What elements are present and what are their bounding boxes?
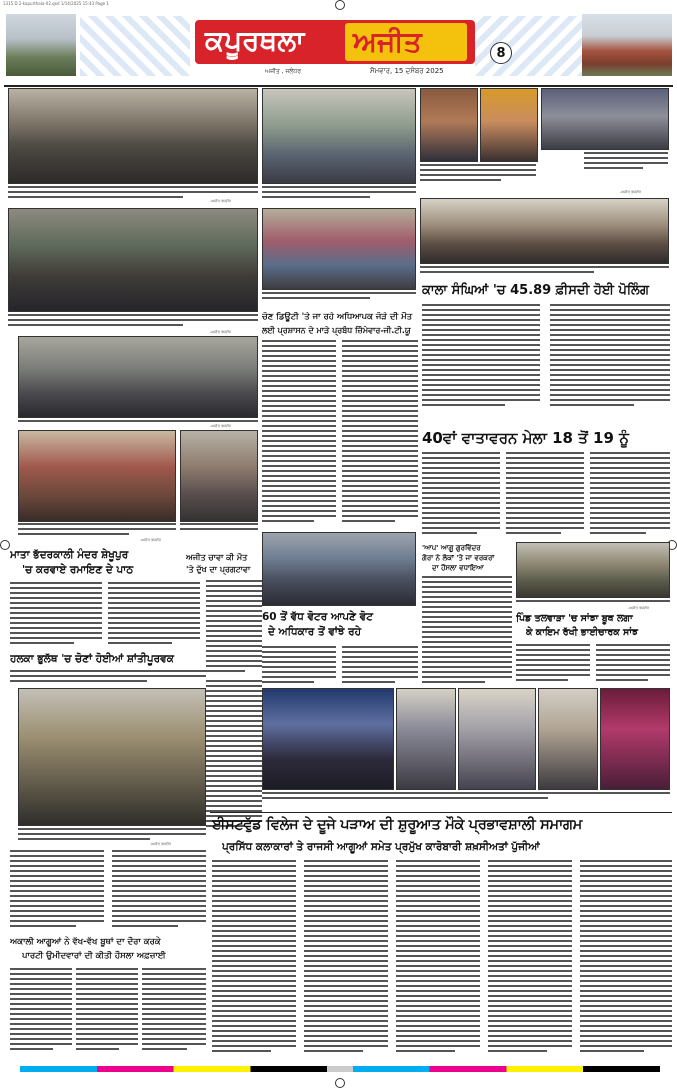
- article-left-bottom: [10, 850, 206, 934]
- photo-polling-booth: [420, 198, 669, 264]
- headline-aap-line3: ਦਾ ਹੌਸਲਾ ਵਧਾਇਆ: [432, 564, 484, 572]
- photo-mourning-gathering: [180, 430, 258, 522]
- article-akali: [10, 968, 206, 1058]
- headline-mata-line2: 'ਚ ਕਰਵਾਏ ਰਮਾਇਣ ਦੇ ਪਾਠ: [22, 564, 134, 576]
- photo-voter-man-1: [420, 88, 478, 162]
- caption-eastwood-photos: [262, 792, 670, 806]
- caption-voters-queue: [262, 186, 416, 204]
- photo-aap-activity: [516, 542, 670, 598]
- headline-vote-duty: ਚੋਣ ਡਿਊਟੀ 'ਤੇ ਜਾ ਰਹੇ ਅਧਿਆਪਕ ਜੋੜੇ ਦੀ ਮੌਤ: [262, 312, 413, 322]
- photo-credit-4: -ਅਜੀਤ ਤਸਵੀਰ: [210, 424, 231, 428]
- headline-voters-line2: ਦੇ ਅਧਿਕਾਰ ਤੋਂ ਵਾਂਝੇ ਰਹੇ: [268, 626, 362, 638]
- color-bar-bottom: [20, 1066, 660, 1072]
- headline-voters-line1: 60 ਤੋਂ ਵੱਧ ਵੋਟਰ ਆਪਣੇ ਵੋਟ: [262, 611, 373, 623]
- masthead-sub-left: ਅਜੀਤ , ਜਲੰਧਰ: [265, 68, 301, 75]
- caption-voter-man-3: [584, 152, 668, 192]
- article-vatavaran-mela: [422, 452, 670, 540]
- headline-akali-line1: ਅਕਾਲੀ ਆਗੂਆਂ ਨੇ ਵੱਖ-ਵੱਖ ਬੂਥਾਂ ਦਾ ਦੌਰਾ ਕਰਕੇ: [10, 937, 161, 947]
- masthead-pattern-left: [80, 16, 190, 76]
- photo-group-seated: [8, 208, 258, 312]
- article-voters: [262, 646, 418, 686]
- photo-credit-1: -ਅਜੀਤ ਤਸਵੀਰ: [210, 199, 231, 203]
- headline-eastwood-main: ਈਸਟਵੁੱਡ ਵਿਲੇਜ ਦੇ ਦੂਜੇ ਪੜਾਅ ਦੀ ਸ਼ੁਰੂਆਤ ਮੌਕੇ ਪ੍ਰਭਾਵਸ਼ਾਲੀ ਸਮਾਗਮ: [212, 817, 582, 833]
- masthead-photo-right: [582, 14, 672, 76]
- headline-ajit-line1: ਅਜੀਤ ਚਾਵਾ ਕੀ ਮੌਤ: [186, 553, 248, 562]
- photo-voter-man-3: [541, 88, 669, 150]
- masthead-title-left: ਕਪੂਰਥਲਾ: [205, 24, 305, 57]
- photo-credit-7: -ਅਜੀਤ ਤਸਵੀਰ: [628, 606, 649, 610]
- registration-mark-left: [0, 540, 10, 550]
- photo-eastwood-guests-1: [396, 688, 456, 790]
- photo-eastwood-stage: [262, 688, 394, 790]
- masthead: [0, 12, 677, 84]
- headline-ajit-line2: 'ਤੇ ਦੁੱਖ ਦਾ ਪ੍ਰਗਟਾਵਾ: [186, 565, 251, 574]
- photo-eastwood-singer: [600, 688, 670, 790]
- headline-mata-line1: ਮਾਤਾ ਭੱਦਰਕਾਲੀ ਮੰਦਰ ਸ਼ੇਖੂਪੁਰ: [10, 549, 129, 561]
- masthead-date: ਸੋਮਵਾਰ, 15 ਦਸੰਬਰ 2025: [370, 67, 444, 75]
- headline-pind-line1: ਪਿੰਡ ਤਲਵਾੜਾ 'ਚ ਸਾਂਝਾ ਬੂਥ ਲਗਾ: [516, 613, 633, 624]
- headline-vatavaran-mela: 40ਵਾਂ ਵਾਤਾਵਰਨ ਮੇਲਾ 18 ਤੋਂ 19 ਨੂੰ: [422, 429, 629, 447]
- photo-credit-3: -ਅਜੀਤ ਤਸਵੀਰ: [210, 330, 231, 334]
- photo-credit-6: -ਅਜੀਤ ਤਸਵੀਰ: [150, 842, 171, 846]
- headline-halka: ਹਲਕਾ ਭੁਲੱਥ 'ਚ ਚੋਣਾਂ ਹੋਈਆਂ ਸ਼ਾਂਤੀਪੂਰਵਕ: [10, 653, 174, 665]
- photo-police-officers: [18, 688, 206, 826]
- photo-women-voters: [262, 208, 416, 290]
- photo-credit-2: -ਅਜੀਤ ਤਸਵੀਰ: [620, 190, 641, 194]
- headline-aap-line2: ਗੋਰਾ ਨੇ ਲੋਕਾਂ 'ਤੇ ਜਾ ਵਰਕਰਾਂ: [422, 554, 495, 562]
- article-pind: [516, 644, 670, 684]
- photo-meeting-room: [18, 336, 258, 418]
- caption-polling-booth: [420, 266, 669, 278]
- slug-line: 1315 D 2-kapurthala-02.qxd 1/14/2025 15:43 Page 1: [3, 1, 109, 6]
- article-halka-right: [206, 680, 262, 830]
- headline-aap-line1: 'ਆਪ' ਆਗੂ ਗੁਰਵਿੰਦਰ: [422, 544, 481, 552]
- caption-police-officers: [18, 828, 206, 846]
- article-vote-duty: [262, 340, 418, 528]
- article-ajit: [206, 580, 262, 676]
- caption-women-voters: [262, 292, 416, 306]
- registration-mark-bottom: [335, 1078, 345, 1088]
- photo-eastwood-guests-2: [458, 688, 536, 790]
- headline-pind-line2: ਕੇ ਕਾਇਮ ਰੱਖੀ ਭਾਈਚਾਰਕ ਸਾਂਝ: [526, 627, 639, 638]
- page-number-badge: 8: [490, 42, 512, 64]
- headline-vote-duty-sub: ਲਈ ਪ੍ਰਸ਼ਾਸਨ ਦੇ ਮਾੜੇ ਪ੍ਰਬੰਧ ਜ਼ਿੰਮੇਵਾਰ-ਜੀ.ਟੀ.ਯੂ: [262, 326, 411, 335]
- headline-kala-sanghian: ਕਾਲਾ ਸੰਘਿਆਂ 'ਚ 45.89 ਫ਼ੀਸਦੀ ਹੋਈ ਪੋਲਿੰਗ: [422, 283, 649, 298]
- masthead-title-right-box: [345, 23, 467, 61]
- masthead-divider: [4, 85, 673, 87]
- article-eastwood: [212, 860, 672, 1056]
- masthead-title-right: ਅਜੀਤ: [353, 25, 422, 58]
- photo-voter-man-2: [480, 88, 538, 162]
- photo-gathering-outdoor: [8, 88, 258, 184]
- photo-voters-queue: [262, 88, 416, 184]
- headline-eastwood-sub: ਪ੍ਰਸਿੱਧ ਕਲਾਕਾਰਾਂ ਤੇ ਰਾਜਸੀ ਆਗੂਆਂ ਸਮੇਤ ਪ੍ਰਮੁੱਖ ਕਾਰੋਬਾਰੀ ਸ਼ਖ਼ਸੀਅਤਾਂ ਪੁੱਜੀਆਂ: [222, 841, 540, 853]
- article-mata: [10, 582, 200, 648]
- photo-eastwood-guests-3: [538, 688, 598, 790]
- article-aap: [422, 576, 512, 684]
- caption-mourning-gathering: [180, 523, 258, 543]
- photo-credit-5: -ਅਜੀਤ ਤਸਵੀਰ: [140, 538, 161, 542]
- caption-voters-men: [420, 164, 536, 200]
- masthead-photo-left: [6, 14, 76, 76]
- masthead-title-block: [195, 20, 475, 64]
- headline-akali-line2: ਪਾਰਟੀ ਉਮੀਦਵਾਰਾਂ ਦੀ ਕੀਤੀ ਹੌਸਲਾ ਅਫ਼ਜ਼ਾਈ: [22, 951, 166, 961]
- article-halka: [10, 670, 206, 686]
- photo-havan-ceremony: [18, 430, 176, 522]
- article-kala-sanghian: [422, 304, 670, 422]
- photo-men-group-middle: [262, 532, 416, 606]
- registration-mark-top: [335, 0, 345, 10]
- eastwood-top-rule: [210, 812, 672, 813]
